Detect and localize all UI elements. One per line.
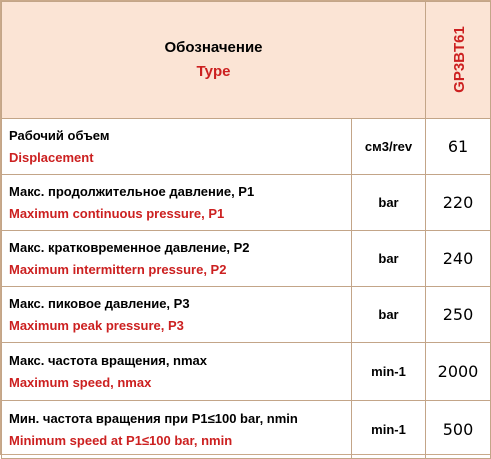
table-row — [2, 175, 491, 231]
param-name-ru: Макс. продолжительное давление, P1 — [9, 183, 255, 199]
param-name-en: Minimum speed at P1≤100 bar, nmin — [9, 432, 233, 448]
param-name-ru: Макс. кратковременное давление, P2 — [9, 239, 250, 255]
table-header-row — [2, 2, 491, 119]
param-name-en: Maximum speed, nmax — [9, 374, 152, 390]
param-name-ru: Макс. пиковое давление, P3 — [9, 295, 190, 311]
unit-cell: min-1 — [352, 343, 426, 401]
unit-cell: см3/rev — [352, 119, 426, 175]
spec-table — [1, 1, 491, 459]
param-cell — [2, 287, 352, 343]
header-model-cell — [426, 2, 491, 119]
param-name-en: Maximum intermittern pressure, P2 — [9, 261, 227, 277]
header-title-cell — [2, 2, 426, 119]
param-name-en: Displacement — [9, 149, 94, 165]
value-cell: 250 — [426, 287, 491, 343]
value-cell: 240 — [426, 231, 491, 287]
value-cell: 2000 — [426, 343, 491, 401]
param-name-en: Maximum continuous pressure, P1 — [9, 205, 225, 221]
unit-cell: min-1 — [352, 401, 426, 459]
header-title-en: Type — [196, 63, 231, 80]
table-row — [2, 343, 491, 401]
param-cell — [2, 175, 352, 231]
param-name-ru: Мин. частота вращения при P1≤100 bar, nmin — [9, 410, 298, 426]
param-cell — [2, 343, 352, 401]
unit-cell: bar — [352, 231, 426, 287]
param-name-en: Maximum peak pressure, P3 — [9, 317, 184, 333]
table-row — [2, 231, 491, 287]
header-title-ru: Обозначение — [164, 39, 263, 56]
param-cell — [2, 119, 352, 175]
param-cell — [2, 401, 352, 459]
table-row — [2, 119, 491, 175]
model-name: GP3BT61 — [450, 26, 468, 93]
value-cell: 220 — [426, 175, 491, 231]
unit-cell: bar — [352, 287, 426, 343]
param-cell — [2, 231, 352, 287]
table-row — [2, 287, 491, 343]
param-name-ru: Макс. частота вращения, nmax — [9, 352, 208, 368]
unit-cell: bar — [352, 175, 426, 231]
value-cell: 500 — [426, 401, 491, 459]
value-cell: 61 — [426, 119, 491, 175]
param-name-ru: Рабочий объем — [9, 127, 110, 143]
table-row — [2, 401, 491, 459]
